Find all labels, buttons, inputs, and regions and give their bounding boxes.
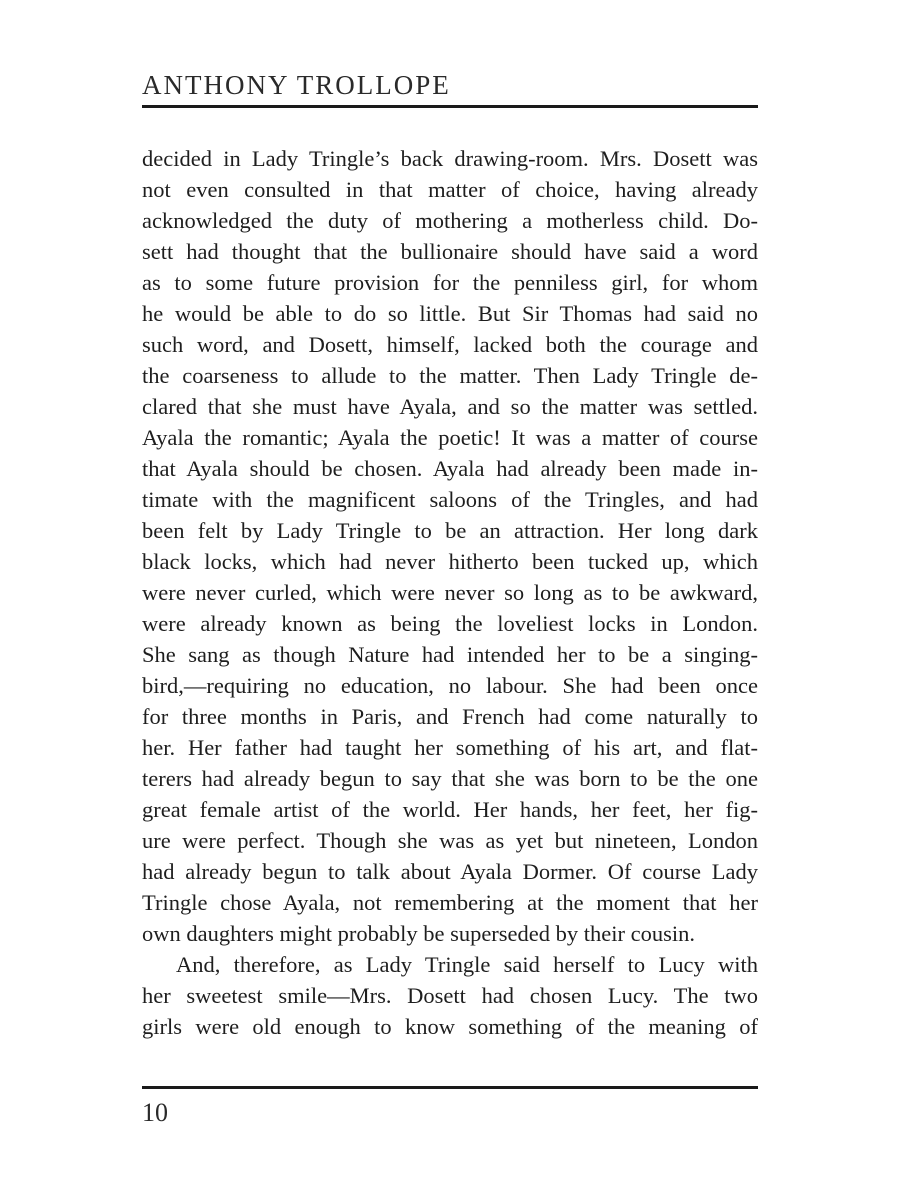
text-line: black locks, which had never hitherto been tucked up, which (142, 549, 758, 574)
text-line: been felt by Lady Tringle to be an attraction. Her long dark (142, 518, 758, 543)
text-line: as to some future provision for the penniless girl, for whom (142, 270, 758, 295)
text-line: her. Her father had taught her something of his art, and flat- (142, 735, 758, 760)
text-line: ure were perfect. Though she was as yet but nineteen, London (142, 828, 758, 853)
text-line: timate with the magnificent saloons of the Tringles, and had (142, 487, 758, 512)
text-line: for three months in Paris, and French had come naturally to (142, 704, 758, 729)
text-line: her sweetest smile—Mrs. Dosett had chosen Lucy. The two (142, 983, 758, 1008)
text-line: were already known as being the loveliest locks in London. (142, 611, 758, 636)
text-line: And, therefore, as Lady Tringle said herself to Lucy with (176, 952, 758, 977)
text-line: own daughters might probably be superseded by their cousin. (142, 921, 696, 946)
text-line: he would be able to do so little. But Sir Thomas had said no (142, 301, 758, 326)
text-line: had already begun to talk about Ayala Dormer. Of course Lady (142, 859, 758, 884)
text-line: acknowledged the duty of mothering a motherless child. Do- (142, 208, 758, 233)
text-line: Tringle chose Ayala, not remembering at the moment that her (142, 890, 758, 915)
text-line: bird,—requiring no education, no labour. She had been once (142, 673, 758, 698)
text-line: great female artist of the world. Her hands, her feet, her fig- (142, 797, 758, 822)
text-line: terers had already begun to say that she was born to be the one (142, 766, 758, 791)
text-line: She sang as though Nature had intended her to be a singing- (142, 642, 758, 667)
text-line: were never curled, which were never so long as to be awkward, (142, 580, 758, 605)
text-line: not even consulted in that matter of choice, having already (142, 177, 758, 202)
text-line: such word, and Dosett, himself, lacked both the courage and (142, 332, 758, 357)
header-rule (142, 105, 758, 108)
running-head: ANTHONY TROLLOPE (142, 70, 451, 100)
text-line: clared that she must have Ayala, and so the matter was settled. (142, 394, 758, 419)
text-line: the coarseness to allude to the matter. Then Lady Tringle de- (142, 363, 758, 388)
text-line: sett had thought that the bullionaire should have said a word (142, 239, 758, 264)
text-line: decided in Lady Tringle’s back drawing-room. Mrs. Dosett was (142, 146, 758, 171)
text-line: Ayala the romantic; Ayala the poetic! It was a matter of course (142, 425, 758, 450)
page-number: 10 (142, 1098, 168, 1127)
text-line: that Ayala should be chosen. Ayala had already been made in- (142, 456, 758, 481)
footer-rule (142, 1086, 758, 1089)
text-line: girls were old enough to know something of the meaning of (142, 1014, 758, 1039)
body-text (142, 143, 758, 1042)
